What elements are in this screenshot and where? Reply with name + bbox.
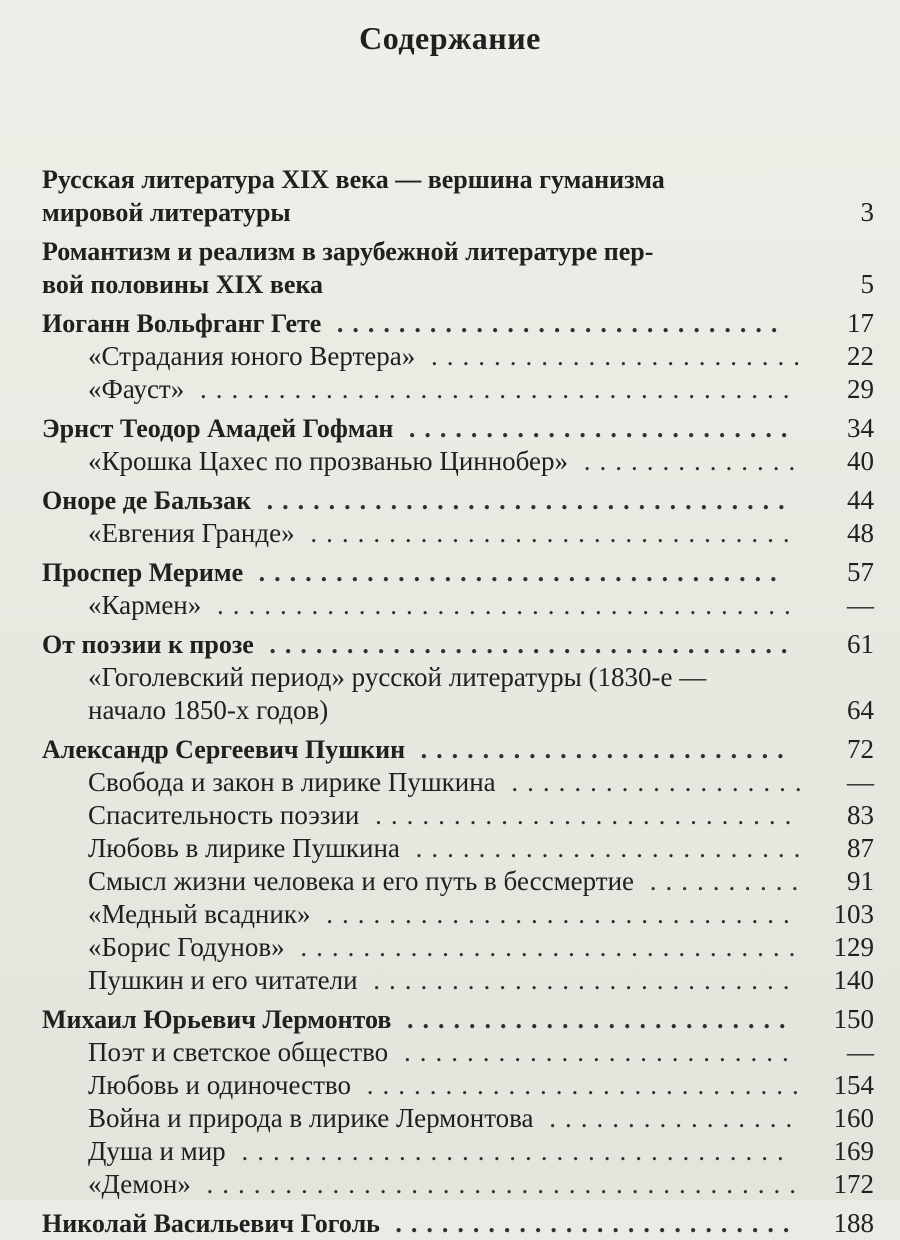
toc-page-number: 48 bbox=[847, 518, 874, 548]
toc-entry-title: Спасительность поэзии bbox=[88, 800, 360, 830]
toc-page-number: 17 bbox=[847, 308, 874, 338]
leader-dots: ............................ bbox=[350, 1070, 808, 1100]
toc-page-number: 103 bbox=[833, 899, 874, 929]
leader-dots: .......... bbox=[634, 866, 808, 896]
leader-dots: ........................... bbox=[359, 800, 801, 830]
leader-dots: .................................. bbox=[251, 486, 794, 515]
toc-section-entry bbox=[42, 1003, 874, 1036]
toc-page-number: — bbox=[847, 767, 874, 797]
toc-section-entry bbox=[42, 163, 874, 229]
leader-dots: ............................. bbox=[321, 309, 787, 338]
toc-subentry bbox=[42, 517, 874, 550]
toc-entry-title: Николай Васильевич Гоголь bbox=[42, 1209, 380, 1238]
toc-subentry bbox=[42, 1168, 874, 1201]
toc-entry-title: «Фауст» bbox=[88, 374, 185, 404]
toc-subentry bbox=[42, 832, 874, 865]
toc-entry-title: Пушкин и его читатели bbox=[88, 965, 358, 995]
toc-subentry bbox=[42, 799, 874, 832]
leader-dots: .................................. bbox=[253, 630, 797, 659]
toc-subentry bbox=[42, 865, 874, 898]
toc-entry-title: Любовь и одиночество bbox=[88, 1070, 351, 1100]
toc-entry-title: Александр Сергеевич Пушкин bbox=[42, 735, 406, 764]
toc-entry-title: «Крошка Цахес по прозванью Циннобер» bbox=[88, 446, 569, 476]
toc-page-number: 5 bbox=[860, 269, 874, 299]
toc-page-number: 154 bbox=[833, 1070, 874, 1100]
leader-dots: .......................... bbox=[379, 1209, 799, 1238]
leader-dots: ......................... bbox=[393, 414, 797, 443]
toc-subentry bbox=[42, 898, 874, 931]
toc-page-number: — bbox=[847, 1037, 874, 1067]
toc-entry-title-continued: начало 1850-х годов) bbox=[88, 695, 329, 725]
toc-page-number: 169 bbox=[833, 1136, 874, 1166]
toc-entry-title: «Кармен» bbox=[88, 590, 202, 620]
toc-page-number: 57 bbox=[847, 557, 874, 587]
leader-dots: .............................. bbox=[310, 899, 799, 929]
toc-section-entry bbox=[42, 307, 874, 340]
toc-page-number: 34 bbox=[847, 413, 874, 443]
toc-entry-title: Поэт и светское общество bbox=[88, 1037, 389, 1067]
toc-page-number: 140 bbox=[833, 965, 874, 995]
leader-dots: ..................................... bbox=[201, 590, 800, 620]
toc-page-number: 22 bbox=[847, 341, 874, 371]
toc-entry-title: «Медный всадник» bbox=[88, 899, 311, 929]
toc-subentry bbox=[42, 589, 874, 622]
toc-entry-title-continued: мировой литературы bbox=[42, 198, 291, 227]
toc-subentry bbox=[42, 445, 874, 478]
leader-dots: ................ bbox=[533, 1103, 802, 1133]
toc-entry-title: «Борис Годунов» bbox=[88, 932, 285, 962]
toc-page-number: 64 bbox=[847, 695, 874, 725]
toc-entry-title: Проспер Мериме bbox=[42, 558, 244, 587]
page-title: Содержание bbox=[359, 20, 541, 56]
leader-dots: ...................................... bbox=[184, 374, 799, 404]
toc-entry-title: Михаил Юрьевич Лермонтов bbox=[42, 1005, 392, 1034]
toc-subentry bbox=[42, 373, 874, 406]
leader-dots: ............................... bbox=[294, 518, 799, 548]
toc-page-number: 61 bbox=[847, 629, 874, 659]
toc-entry-title-continued: вой половины XIX века bbox=[42, 270, 324, 299]
leader-dots: ................................ bbox=[284, 932, 805, 962]
leader-dots: .............. bbox=[568, 446, 805, 476]
leader-dots: ......................... bbox=[399, 833, 810, 863]
toc-section-entry bbox=[42, 235, 874, 301]
leader-dots: ........................ bbox=[415, 341, 809, 371]
toc-subentry bbox=[42, 766, 874, 799]
toc-entry-title: Душа и мир bbox=[88, 1136, 226, 1166]
toc-entry-title: Эрнст Теодор Амадей Гофман bbox=[42, 414, 394, 443]
toc-subentry bbox=[42, 1135, 874, 1168]
leader-dots: ......................... bbox=[391, 1005, 795, 1034]
toc-page-number: 188 bbox=[833, 1208, 874, 1238]
toc-section-entry bbox=[42, 412, 874, 445]
toc-entry-title: «Демон» bbox=[88, 1169, 191, 1199]
toc-page-number: 172 bbox=[833, 1169, 874, 1199]
toc-section-entry bbox=[42, 733, 874, 766]
toc-subentry bbox=[42, 964, 874, 997]
toc-page-number: 3 bbox=[860, 197, 874, 227]
toc-page-number: 44 bbox=[847, 485, 874, 515]
toc-section-entry bbox=[42, 628, 874, 661]
toc-entry-title: «Страдания юного Вертера» bbox=[88, 341, 416, 371]
toc-entry-title: Война и природа в лирике Лермонтова bbox=[88, 1103, 534, 1133]
leader-dots: ...................................... bbox=[190, 1169, 806, 1199]
toc-entry-title: Свобода и закон в лирике Пушкина bbox=[88, 767, 496, 797]
toc-entry-title: От поэзии к прозе bbox=[42, 630, 254, 659]
toc-page-number: 87 bbox=[847, 833, 874, 863]
toc-subentry bbox=[42, 340, 874, 373]
table-of-contents bbox=[42, 163, 874, 1240]
toc-subentry bbox=[42, 931, 874, 964]
toc-page-number: 129 bbox=[833, 932, 874, 962]
toc-subentry bbox=[42, 1102, 874, 1135]
toc-page-number: 150 bbox=[833, 1004, 874, 1034]
leader-dots: .................................. bbox=[243, 558, 786, 587]
leader-dots: ........................ bbox=[405, 735, 793, 764]
toc-entry-title: Иоганн Вольфганг Гете bbox=[42, 309, 322, 338]
toc-subentry bbox=[42, 661, 874, 727]
toc-entry-title: Оноре де Бальзак bbox=[42, 486, 252, 515]
toc-section-entry bbox=[42, 484, 874, 517]
toc-page-number: 40 bbox=[847, 446, 874, 476]
toc-section-entry bbox=[42, 1207, 874, 1240]
toc-page-number: — bbox=[847, 590, 874, 620]
toc-subentry bbox=[42, 1036, 874, 1069]
toc-entry-title: Любовь в лирике Пушкина bbox=[88, 833, 400, 863]
toc-page-number: 160 bbox=[833, 1103, 874, 1133]
toc-section-entry bbox=[42, 556, 874, 589]
toc-entry-title: «Евгения Гранде» bbox=[88, 518, 295, 548]
toc-page-number: 29 bbox=[847, 374, 874, 404]
leader-dots: ......................... bbox=[388, 1037, 798, 1067]
toc-entry-title: «Гоголевский период» русской литературы (1830-е — bbox=[88, 662, 707, 692]
toc-entry-title: Смысл жизни человека и его путь в бессмертие bbox=[88, 866, 635, 896]
leader-dots: ........................... bbox=[357, 965, 799, 995]
toc-entry-title: Русская литература XIX века — вершина гуманизма bbox=[42, 165, 665, 194]
leader-dots: ................................... bbox=[225, 1136, 793, 1166]
toc-page-number: 83 bbox=[847, 800, 874, 830]
toc-page-number: 72 bbox=[847, 734, 874, 764]
toc-page-number: 91 bbox=[847, 866, 874, 896]
toc-subentry bbox=[42, 1069, 874, 1102]
leader-dots: ................... bbox=[495, 767, 811, 797]
toc-entry-title: Романтизм и реализм в зарубежной литературе пер- bbox=[42, 237, 654, 266]
